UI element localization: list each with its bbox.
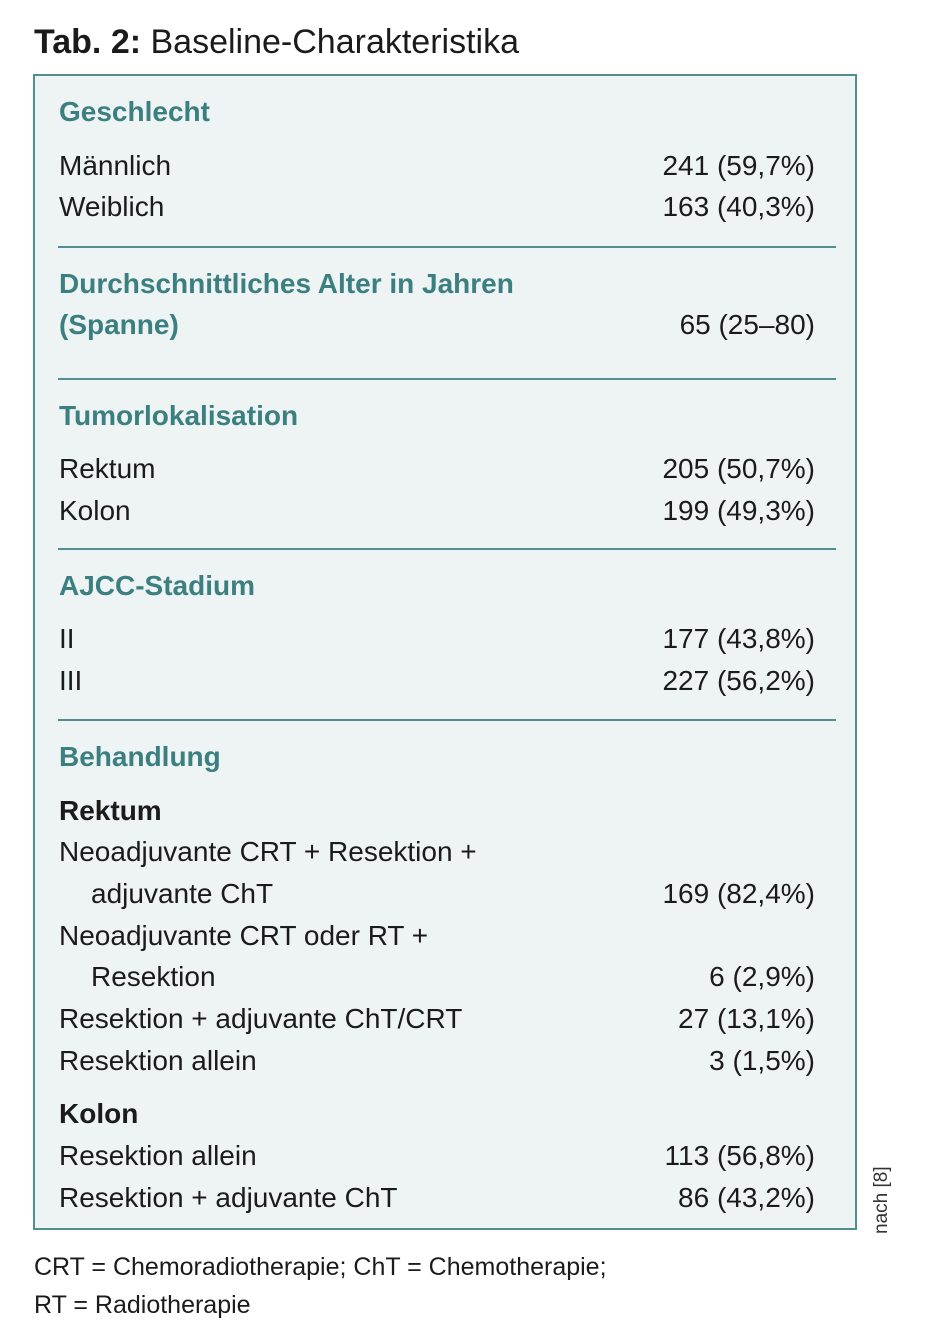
- table-title: [34, 22, 519, 62]
- section-divider: [58, 378, 836, 380]
- section-heading-age: Durchschnittliches Alter in Jahren: [59, 268, 514, 299]
- row-label-rectum-treatment-1-cont: adjuvante ChT: [91, 878, 274, 909]
- section-divider: [58, 246, 836, 248]
- row-value-rectum: 205 (50,7%): [662, 453, 815, 484]
- row-label-rectum-treatment-3: Resektion + adjuvante ChT/CRT: [59, 1003, 463, 1034]
- row-label-stage-ii: II: [59, 623, 75, 654]
- row-value-age: 65 (25–80): [679, 309, 815, 340]
- source-note: [862, 1150, 898, 1240]
- source-text: nach [8]: [871, 1166, 892, 1234]
- section-heading-stage: AJCC-Stadium: [59, 570, 256, 601]
- row-label-rectum-treatment-2-cont: Resektion: [91, 961, 216, 992]
- row-value-female: 163 (40,3%): [662, 191, 815, 222]
- row-label-stage-iii: III: [59, 665, 83, 696]
- row-value-stage-iii: 227 (56,2%): [662, 665, 815, 696]
- row-label-colon: Kolon: [59, 495, 131, 526]
- row-value-colon-treatment-2: 86 (43,2%): [678, 1182, 815, 1213]
- footnote-line-1: CRT = Chemoradiotherapie; ChT = Chemotherapie;: [34, 1253, 607, 1281]
- table-caption: Baseline-Charakteristika: [150, 23, 519, 61]
- row-label-male: Männlich: [59, 150, 172, 181]
- row-value-colon-treatment-1: 113 (56,8%): [664, 1140, 815, 1171]
- table-panel: [33, 74, 857, 1230]
- section-heading-treatment: Behandlung: [59, 741, 221, 772]
- row-label-rectum: Rektum: [59, 453, 156, 484]
- row-label-rectum-treatment-2: Neoadjuvante CRT oder RT +: [59, 920, 429, 951]
- row-value-colon: 199 (49,3%): [662, 495, 815, 526]
- row-label-rectum-treatment-1: Neoadjuvante CRT + Resektion +: [59, 836, 477, 867]
- row-label-colon-treatment-1: Resektion allein: [59, 1140, 257, 1171]
- section-heading-age-range: (Spanne): [59, 309, 179, 340]
- row-value-stage-ii: 177 (43,8%): [662, 623, 815, 654]
- subheading-rectum: Rektum: [59, 795, 162, 826]
- section-divider: [58, 719, 836, 721]
- row-value-rectum-treatment-4: 3 (1,5%): [709, 1045, 815, 1076]
- table-number: Tab. 2:: [34, 23, 142, 61]
- row-value-rectum-treatment-1: 169 (82,4%): [662, 878, 815, 909]
- row-value-rectum-treatment-2: 6 (2,9%): [709, 961, 815, 992]
- row-label-female: Weiblich: [59, 191, 165, 222]
- subheading-colon: Kolon: [59, 1098, 139, 1129]
- row-label-colon-treatment-2: Resektion + adjuvante ChT: [59, 1182, 398, 1213]
- row-value-rectum-treatment-3: 27 (13,1%): [678, 1003, 815, 1034]
- section-heading-gender: Geschlecht: [59, 96, 210, 127]
- footnote-line-2: RT = Radiotherapie: [34, 1291, 251, 1319]
- row-label-rectum-treatment-4: Resektion allein: [59, 1045, 257, 1076]
- section-divider: [58, 548, 836, 550]
- section-heading-location: Tumorlokalisation: [59, 400, 299, 431]
- row-value-male: 241 (59,7%): [662, 150, 815, 181]
